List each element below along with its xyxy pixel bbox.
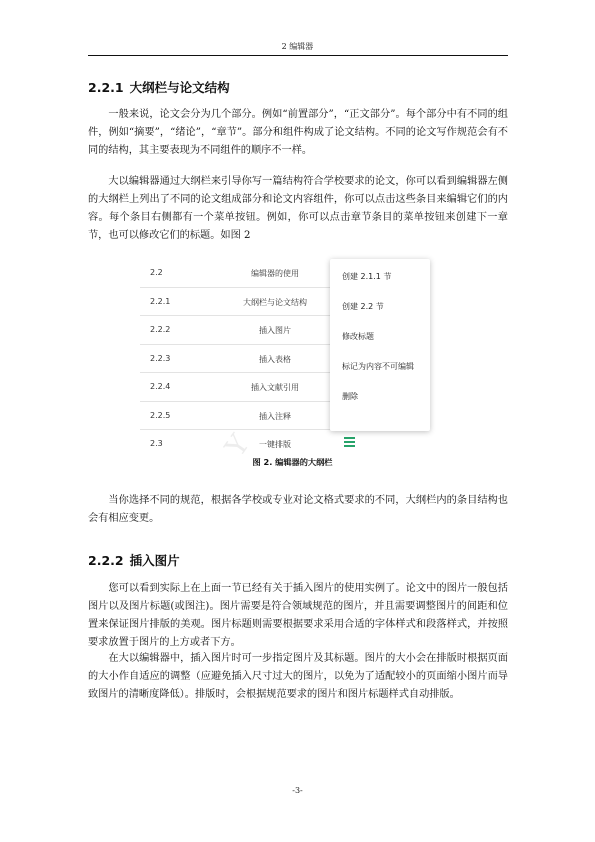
outline-item-title: 插入表格 — [259, 354, 291, 364]
outline-item-number: 2.2.1 — [150, 296, 171, 306]
outline-item — [140, 259, 362, 288]
list-menu-icon — [344, 437, 355, 447]
section-heading-outline — [88, 78, 230, 96]
outline-item-title: 插入注释 — [259, 411, 291, 421]
menu-item-create-2-2: 创建 2.2 节 — [342, 302, 384, 311]
outline-item-number: 2.2.5 — [150, 410, 171, 420]
paragraph: 您可以看到实际上在上面一节已经有关于插入图片的使用实例了。论文中的图片一般包括图片以及图片标题(或图注)。图片需要是符合领域规范的图片，并且需要调整图片的间距和位置来保证图片排版的美观。图片标题则需要根据要求采用合适的字体样式和段落样式，并按照要求放置于图片的上方或者下方。 — [88, 583, 508, 648]
outline-item-number: 2.2.4 — [150, 382, 171, 391]
header-rule — [88, 55, 508, 56]
outline-item-title: 一键排版 — [259, 440, 291, 449]
outline-item-title: 编辑器的使用 — [251, 269, 299, 278]
outline-item-number: 2.3 — [150, 439, 163, 448]
outline-item — [140, 288, 362, 317]
page-number: -3- — [292, 786, 303, 795]
outline-item-title: 插入文献引用 — [251, 383, 299, 392]
outline-item-number: 2.2.2 — [150, 325, 171, 334]
outline-item-number: 2.2.3 — [150, 353, 171, 363]
figure-caption: 图 2. 编辑器的大纲栏 — [252, 457, 333, 467]
menu-item-rename: 修改标题 — [342, 332, 374, 341]
menu-item-delete: 删除 — [342, 392, 358, 401]
section-heading-insert-image — [88, 551, 180, 569]
outline-item-number: 2.2 — [150, 268, 163, 277]
outline-item — [140, 373, 362, 402]
figure-outline-screenshot — [140, 259, 445, 467]
paragraph: 在大以编辑器中，插入图片时可一步指定图片及其标题。图片的大小会在排版时根据页面的大小作自适应的调整（应避免插入尺寸过大的图片，以免为了适配较小的页面缩小图片而导致图片的清晰度降低）。排版时，会根据规范要求的图片和图片标题样式自动排版。 — [88, 653, 508, 700]
section-number: 2.2.2 — [88, 553, 124, 568]
section-number: 2.2.1 — [88, 80, 124, 95]
outline-item — [140, 316, 362, 345]
paragraph: 大以编辑器通过大纲栏来引导你写一篇结构符合学校要求的论文，你可以看到编辑器左侧的大纲栏上列出了不同的论文组成部分和论文内容组件，你可以点击这些条目来编辑它们的内容。每个条目右侧都有一个菜单按钮。例如，你可以点击章节条目的菜单按钮来创建下一章节，也可以修改它们的标题。如图 2 — [88, 176, 508, 241]
context-menu — [330, 259, 430, 431]
outline-panel — [140, 259, 362, 458]
menu-item-lock-content: 标记为内容不可编辑 — [342, 362, 414, 371]
menu-item-create-2-1-1: 创建 2.1.1 节 — [342, 272, 392, 281]
section-title: 插入图片 — [129, 553, 180, 568]
watermark: Y — [218, 428, 257, 463]
running-header: 2 编辑器 — [281, 42, 314, 51]
section-title: 大纲栏与论文结构 — [129, 80, 230, 95]
paragraph: 一般来说，论文会分为几个部分。例如“前置部分”，“正文部分”。每个部分中有不同的组件，例如“摘要”，“绪论”，“章节”。部分和组件构成了论文结构。不同的论文写作规范会有不同的结构，其主要表现为不同组件的顺序不一样。 — [88, 109, 508, 156]
outline-item-title: 插入图片 — [259, 326, 291, 335]
paragraph: 当你选择不同的规范，根据各学校或专业对论文格式要求的不同，大纲栏内的条目结构也会有相应变更。 — [88, 495, 508, 524]
outline-item — [140, 402, 362, 431]
outline-item-title: 大纲栏与论文结构 — [243, 297, 307, 307]
outline-item — [140, 345, 362, 374]
